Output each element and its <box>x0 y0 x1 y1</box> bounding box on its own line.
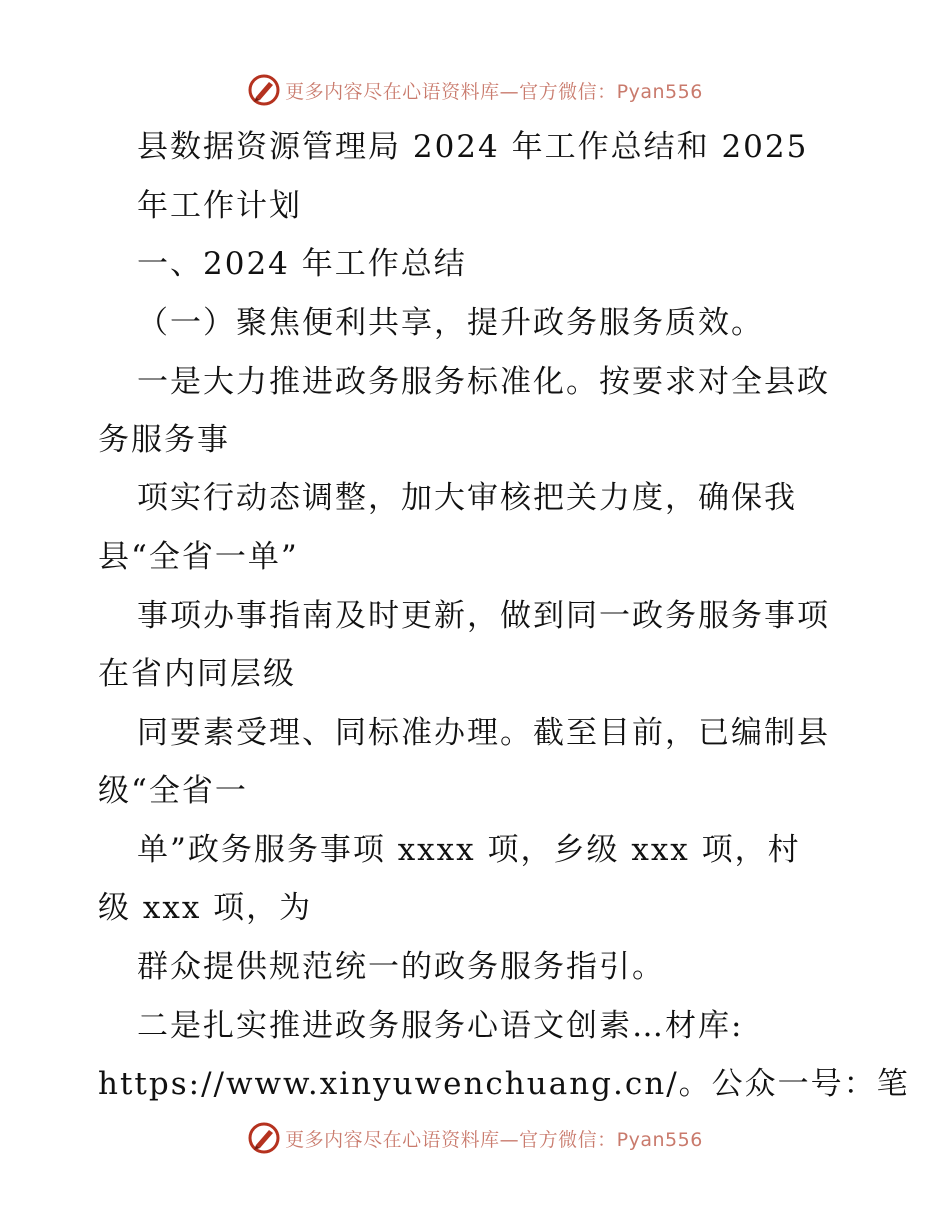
paragraph-line: 县“全省一单” <box>98 539 299 575</box>
section-heading: 一、2024 年工作总结 <box>137 246 467 282</box>
paragraph-line: 单”政务服务事项 xxxx 项，乡级 xxx 项，村 <box>137 832 801 868</box>
watermark-text: 更多内容尽在心语资料库—官方微信：Pyan556 <box>285 1128 703 1151</box>
watermark-text: 更多内容尽在心语资料库—官方微信：Pyan556 <box>285 80 703 103</box>
paragraph-line: 级 xxx 项，为 <box>98 890 313 926</box>
paragraph-line: 二是扎实推进政务服务心语文创素…材库: <box>137 1008 744 1044</box>
paragraph-line: 在省内同层级 <box>98 656 296 692</box>
subsection-heading: （一）聚焦便利共享，提升政务服务质效。 <box>137 305 764 341</box>
paragraph-line: 一是大力推进政务服务标准化。按要求对全县政 <box>137 364 830 400</box>
footer-watermark <box>0 1118 950 1158</box>
wechat-id: Pyan556 <box>616 1128 703 1151</box>
paragraph-line: 项实行动态调整，加大审核把关力度，确保我 <box>137 480 797 516</box>
paragraph-line: 级“全省一 <box>98 773 248 809</box>
paragraph-line: 务服务事 <box>98 422 230 458</box>
paragraph-line: 群众提供规范统一的政务服务指引。 <box>137 949 665 985</box>
pen-logo-icon <box>247 1121 281 1155</box>
wechat-id: Pyan556 <box>616 80 703 103</box>
paragraph-line: 同要素受理、同标准办理。截至目前，已编制县 <box>137 715 830 751</box>
document-title-line-1: 县数据资源管理局 2024 年工作总结和 2025 <box>137 129 809 165</box>
url-line: https://www.xinyuwenchuang.cn/。公众一号：笔 <box>98 1066 910 1102</box>
document-title-line-2: 年工作计划 <box>137 188 302 224</box>
paragraph-line: 事项办事指南及时更新，做到同一政务服务事项 <box>137 598 830 634</box>
